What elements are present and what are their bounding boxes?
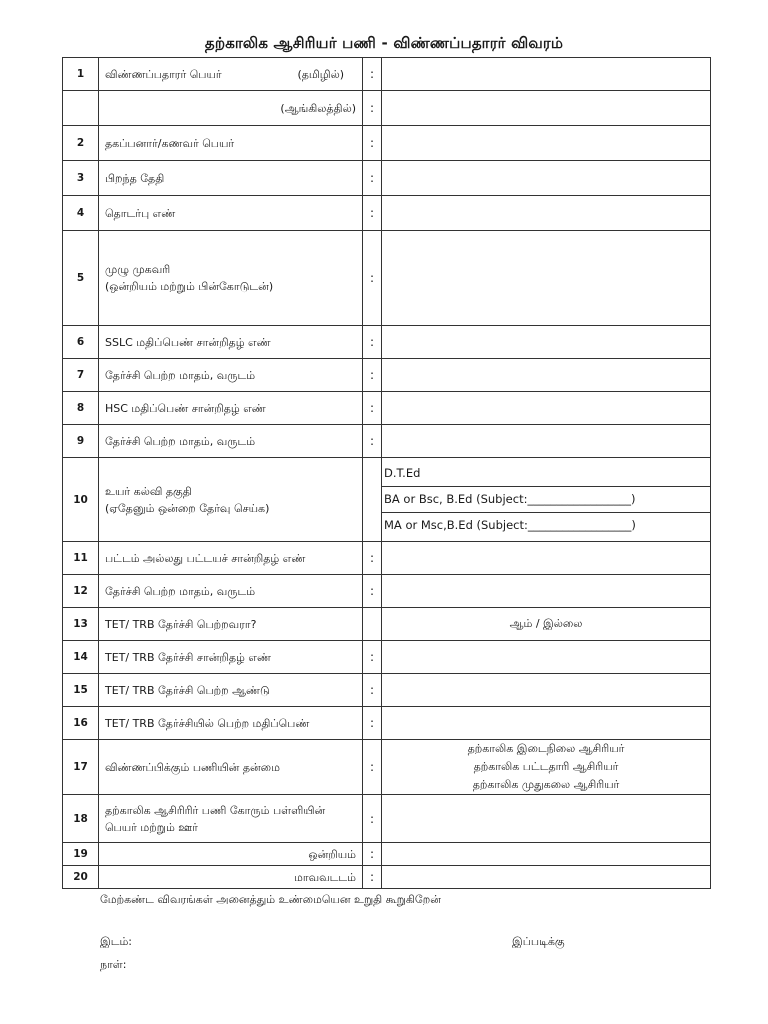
position-type-options xyxy=(382,740,711,795)
form-row xyxy=(63,392,711,425)
form-title: தற்காலிக ஆசிரியர் பணி - விண்ணப்பதாரர் விவரம் xyxy=(204,34,564,52)
row-number: 8 xyxy=(63,392,99,425)
contact-number-field[interactable] xyxy=(382,196,711,231)
colon: : xyxy=(363,866,382,889)
sslc-certificate-field[interactable] xyxy=(382,326,711,359)
colon: : xyxy=(363,58,382,91)
field-label xyxy=(99,58,363,91)
form-row xyxy=(63,58,711,91)
qualification-options xyxy=(382,458,711,542)
field-label: தகப்பனார்/கணவர் பெயர் xyxy=(99,126,363,161)
name-tamil-field[interactable] xyxy=(382,58,711,91)
form-row xyxy=(63,91,711,126)
colon: : xyxy=(363,843,382,866)
colon xyxy=(363,608,382,641)
form-row xyxy=(63,161,711,196)
signature-label: இப்படிக்கு xyxy=(512,935,565,948)
colon: : xyxy=(363,196,382,231)
colon: : xyxy=(363,641,382,674)
field-label: விண்ணப்பிக்கும் பணியின் தன்மை xyxy=(99,740,363,795)
field-label: பட்டம் அல்லது பட்டயச் சான்றிதழ் எண் xyxy=(99,542,363,575)
row-number xyxy=(63,91,99,126)
hsc-pass-date-field[interactable] xyxy=(382,425,711,458)
colon: : xyxy=(363,392,382,425)
tet-marks-field[interactable] xyxy=(382,707,711,740)
form-row xyxy=(63,843,711,866)
graduate-teacher-option[interactable]: தற்காலிக பட்டதாரி ஆசிரியர் xyxy=(473,760,619,773)
bed-option[interactable]: BA or Bsc, B.Ed (Subject:__________________) xyxy=(382,486,710,512)
row-number: 19 xyxy=(63,843,99,866)
form-row xyxy=(63,866,711,889)
form-row xyxy=(63,674,711,707)
post-graduate-option[interactable]: தற்காலிக முதுகலை ஆசிரியர் xyxy=(472,778,620,791)
application-form-table xyxy=(62,57,711,889)
qualification-label: உயர் கல்வி தகுதி xyxy=(105,484,192,498)
field-label: தொடர்பு எண் xyxy=(99,196,363,231)
form-row xyxy=(63,126,711,161)
med-option[interactable]: MA or Msc,B.Ed (Subject:__________________) xyxy=(382,512,710,538)
row-number: 18 xyxy=(63,795,99,843)
row-number: 3 xyxy=(63,161,99,196)
field-label: மாவவடடம் xyxy=(99,866,363,889)
form-row xyxy=(63,608,711,641)
colon: : xyxy=(363,91,382,126)
form-row xyxy=(63,231,711,326)
field-label: HSC மதிப்பெண் சான்றிதழ் எண் xyxy=(99,392,363,425)
colon: : xyxy=(363,542,382,575)
row-number: 15 xyxy=(63,674,99,707)
dted-option[interactable]: D.T.Ed xyxy=(384,466,421,480)
field-label: TET/ TRB தேர்ச்சி பெற்றவரா? xyxy=(99,608,363,641)
date-label: நாள்: xyxy=(100,958,127,971)
row-number: 11 xyxy=(63,542,99,575)
address-sublabel: (ஒன்றியம் மற்றும் பின்கோடுடன்) xyxy=(105,280,274,293)
tet-year-field[interactable] xyxy=(382,674,711,707)
father-husband-name-field[interactable] xyxy=(382,126,711,161)
colon: : xyxy=(363,161,382,196)
row-number: 2 xyxy=(63,126,99,161)
form-row xyxy=(63,575,711,608)
colon xyxy=(363,458,382,542)
declaration-text: மேற்கண்ட விவரங்கள் அனைத்தும் உண்மையென உறுதி கூறுகிறேன் xyxy=(100,893,441,906)
field-label: TET/ TRB தேர்ச்சி பெற்ற ஆண்டு xyxy=(99,674,363,707)
form-row xyxy=(63,196,711,231)
date-of-birth-field[interactable] xyxy=(382,161,711,196)
form-row xyxy=(63,458,711,542)
form-row xyxy=(63,425,711,458)
colon: : xyxy=(363,707,382,740)
field-label: தேர்ச்சி பெற்ற மாதம், வருடம் xyxy=(99,575,363,608)
form-row xyxy=(63,542,711,575)
name-label: விண்ணப்பதாரர் பெயர் xyxy=(105,67,222,81)
field-label: பிறந்த தேதி xyxy=(99,161,363,196)
form-row xyxy=(63,359,711,392)
field-label xyxy=(99,458,363,542)
district-field[interactable] xyxy=(382,866,711,889)
colon: : xyxy=(363,126,382,161)
row-number: 13 xyxy=(63,608,99,641)
row-number: 20 xyxy=(63,866,99,889)
colon: : xyxy=(363,359,382,392)
school-sublabel: பெயர் மற்றும் ஊர் xyxy=(105,820,198,834)
union-field[interactable] xyxy=(382,843,711,866)
name-english-field[interactable] xyxy=(382,91,711,126)
row-number: 6 xyxy=(63,326,99,359)
field-label: TET/ TRB தேர்ச்சியில் பெற்ற மதிப்பெண் xyxy=(99,707,363,740)
qualification-sublabel: (ஏதேனும் ஒன்றை தேர்வு செய்க) xyxy=(105,501,270,515)
english-suffix-label: (ஆங்கிலத்தில்) xyxy=(99,91,363,126)
colon: : xyxy=(363,795,382,843)
row-number: 17 xyxy=(63,740,99,795)
hsc-certificate-field[interactable] xyxy=(382,392,711,425)
row-number: 4 xyxy=(63,196,99,231)
field-label: SSLC மதிப்பெண் சான்றிதழ் எண் xyxy=(99,326,363,359)
form-row xyxy=(63,641,711,674)
row-number: 16 xyxy=(63,707,99,740)
field-label: தேர்ச்சி பெற்ற மாதம், வருடம் xyxy=(99,425,363,458)
row-number: 9 xyxy=(63,425,99,458)
form-row xyxy=(63,795,711,843)
field-label: TET/ TRB தேர்ச்சி சான்றிதழ் எண் xyxy=(99,641,363,674)
secondary-grade-option[interactable]: தற்காலிக இடைநிலை ஆசிரியர் xyxy=(467,742,625,755)
row-number: 5 xyxy=(63,231,99,326)
colon: : xyxy=(363,674,382,707)
form-row xyxy=(63,707,711,740)
full-address-field[interactable] xyxy=(382,231,711,326)
tamil-suffix-label: (தமிழில்) xyxy=(297,67,344,81)
field-label xyxy=(99,231,363,326)
colon: : xyxy=(363,575,382,608)
form-row xyxy=(63,326,711,359)
field-label: ஒன்றியம் xyxy=(99,843,363,866)
row-number: 1 xyxy=(63,58,99,91)
degree-pass-date-field[interactable] xyxy=(382,575,711,608)
sslc-pass-date-field[interactable] xyxy=(382,359,711,392)
colon: : xyxy=(363,326,382,359)
field-label xyxy=(99,795,363,843)
school-name-field[interactable] xyxy=(382,795,711,843)
school-label: தற்காலிக ஆசிரிரிர் பணி கோரும் பள்ளியின் xyxy=(105,803,326,817)
degree-certificate-field[interactable] xyxy=(382,542,711,575)
tet-passed-choice[interactable]: ஆம் / இல்லை xyxy=(382,608,711,641)
colon: : xyxy=(363,231,382,326)
field-label: தேர்ச்சி பெற்ற மாதம், வருடம் xyxy=(99,359,363,392)
colon: : xyxy=(363,425,382,458)
row-number: 7 xyxy=(63,359,99,392)
row-number: 12 xyxy=(63,575,99,608)
colon: : xyxy=(363,740,382,795)
tet-certificate-field[interactable] xyxy=(382,641,711,674)
address-label: முழு முகவரி xyxy=(105,263,171,276)
row-number: 14 xyxy=(63,641,99,674)
form-row xyxy=(63,740,711,795)
row-number: 10 xyxy=(63,458,99,542)
place-label: இடம்: xyxy=(100,935,133,948)
